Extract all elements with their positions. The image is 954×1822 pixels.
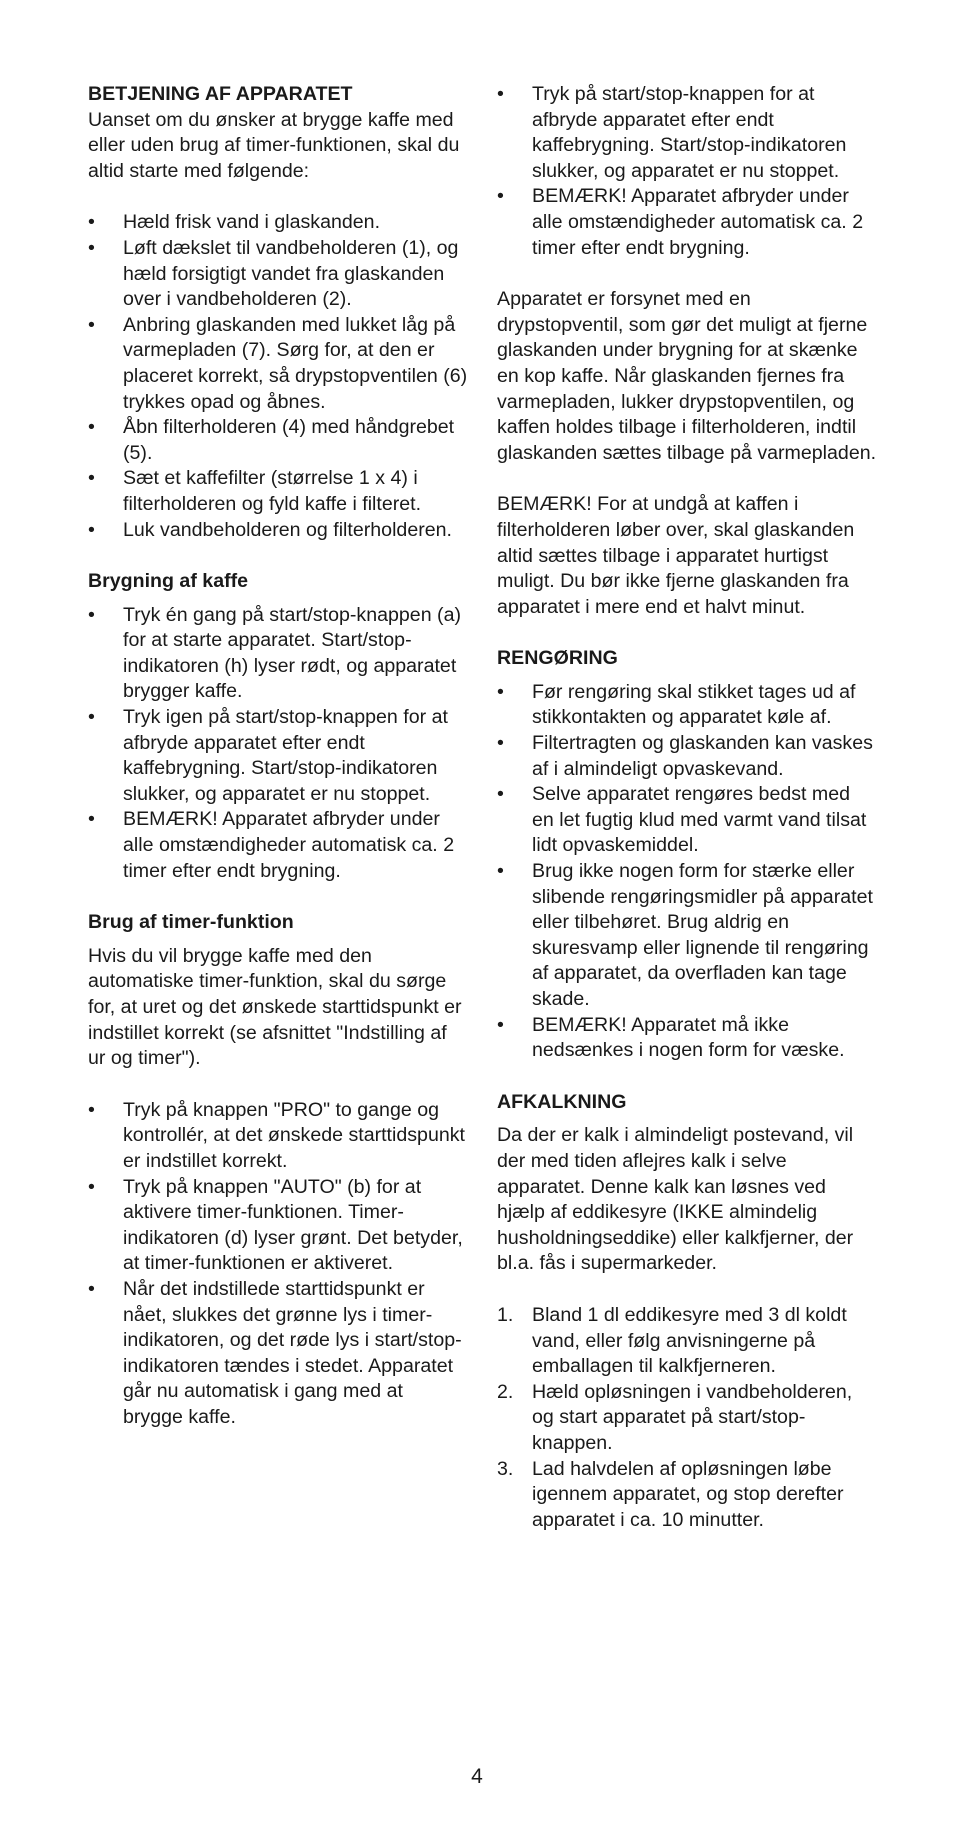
list-item: • Tryk på knappen "AUTO" (b) for at aktivere timer-funktionen. Timer-indikatoren (d) lyser grønt. Det betyder, at timer-funktionen er aktiveret. — [88, 1175, 463, 1275]
paragraph-note: BEMÆRK! For at undgå at kaffen i filterholderen løber over, skal glaskanden altid sættes tilbage i apparatet hurtigst muligt. Du bør ikke fjerne glaskanden fra apparatet i mere end et halvt minut. — [497, 493, 855, 618]
section-title: Brug af timer-funktion — [88, 911, 294, 934]
bullet-list — [88, 603, 468, 885]
bullet-list — [88, 1098, 468, 1431]
bullet: • — [88, 467, 95, 490]
bullet-list-continued — [497, 82, 877, 261]
list-item: • Sæt et kaffefilter (størrelse 1 x 4) i filterholderen og fyld kaffe i filteret. — [88, 467, 422, 515]
step-number: 2. — [497, 1380, 514, 1403]
page-number: 4 — [471, 1765, 483, 1788]
list-item: • BEMÆRK! Apparatet afbryder under alle omstændigheder automatisk ca. 2 timer efter endt brygning. — [88, 808, 455, 882]
section-betjening — [88, 82, 468, 543]
section-title: Brygning af kaffe — [88, 570, 249, 593]
bullet: • — [88, 603, 95, 626]
section-rengoring — [497, 646, 877, 1064]
bullet: • — [88, 808, 95, 831]
section-title: AFKALKNING — [497, 1090, 627, 1113]
bullet: • — [497, 185, 504, 208]
numbered-list — [497, 1303, 877, 1533]
bullet-list — [497, 680, 877, 1064]
bullet: • — [88, 1175, 95, 1198]
list-item: • Løft dækslet til vandbeholderen (1), og hæld forsigtigt vandet fra glaskanden over i vandbeholderen (2). — [88, 236, 459, 311]
section-intro: Hvis du vil brygge kaffe med den automatiske timer-funktion, skal du sørge for, at uret og det ønskede starttidspunkt er indstillet korrekt (se afsnittet "Indstilling af ur og timer"). — [88, 944, 462, 1070]
list-item: 1. Bland 1 dl eddikesyre med 3 dl koldt vand, eller følg anvisningerne på emballagen til kalkfjerneren. — [497, 1303, 847, 1378]
list-item: • Tryk på start/stop-knappen for at afbryde apparatet efter endt kaffebrygning. Start/stop-indikatoren slukker, og apparatet er nu stoppet. — [497, 83, 847, 182]
bullet: • — [88, 211, 95, 234]
bullet: • — [88, 518, 95, 541]
list-item: • Når det indstillede starttidspunkt er nået, slukkes det grønne lys i timer-indikatoren, og det røde lys i start/stop-indikatoren tændes i stedet. Apparatet går nu automatisk i gang med at brygge kaffe. — [88, 1277, 462, 1428]
list-item: • Anbring glaskanden med lukket låg på varmepladen (7). Sørg for, at den er placeret korrekt, så drypstopventilen (6) trykkes opad og åbnes. — [88, 313, 468, 413]
list-item: • Åbn filterholderen (4) med håndgrebet (5). — [88, 416, 455, 464]
list-item: • Hæld frisk vand i glaskanden. — [88, 210, 468, 236]
list-item: • Luk vandbeholderen og filterholderen. — [88, 518, 468, 544]
list-item: 3. Lad halvdelen af opløsningen løbe igennem apparatet, og stop derefter apparatet i ca. 10 minutter. — [497, 1457, 844, 1531]
bullet: • — [497, 1013, 504, 1036]
bullet: • — [88, 416, 95, 439]
section-title: RENGØRING — [497, 647, 618, 670]
bullet: • — [497, 860, 504, 883]
right-column — [497, 82, 877, 1533]
list-item: • Brug ikke nogen form for stærke eller slibende rengøringsmidler på apparatet eller tilbehøret. Brug aldrig en skuresvamp eller lignende til rengøring af apparatet, da overfladen kan tage skade. — [497, 860, 873, 1010]
section-brygning — [88, 569, 468, 884]
bullet: • — [88, 1277, 95, 1300]
list-item: • BEMÆRK! Apparatet afbryder under alle omstændigheder automatisk ca. 2 timer efter endt brygning. — [497, 185, 864, 259]
left-column — [88, 82, 468, 1431]
list-item: • Filtertragten og glaskanden kan vaskes af i almindeligt opvaskevand. — [497, 732, 873, 780]
bullet: • — [497, 732, 504, 755]
bullet: • — [497, 680, 504, 703]
list-item: 2. Hæld opløsningen i vandbeholderen, og start apparatet på start/stop-knappen. — [497, 1380, 853, 1454]
list-item: • Tryk én gang på start/stop-knappen (a) for at starte apparatet. Start/stop-indikatoren (h) lyser rødt, og apparatet brygger kaffe. — [88, 603, 461, 703]
step-number: 3. — [497, 1457, 514, 1480]
bullet: • — [88, 236, 95, 259]
list-item: • Tryk på knappen "PRO" to gange og kontrollér, at det ønskede starttidspunkt er indstillet korrekt. — [88, 1098, 465, 1172]
paragraph-drypstop: Apparatet er forsynet med en drypstopventil, som gør det muligt at fjerne glaskanden under brygning for at skænke en kop kaffe. Når glaskanden fjernes fra varmepladen, lukker drypstopventilen, og kaffen holdes tilbage i filterholderen, indtil glaskanden sættes tilbage på varmepladen. — [497, 288, 877, 464]
bullet: • — [88, 1098, 95, 1121]
section-intro: Uanset om du ønsker at brygge kaffe med eller uden brug af timer-funktionen, skal du altid starte med følgende: — [88, 108, 460, 182]
bullet-list — [88, 210, 468, 543]
list-item: • Selve apparatet rengøres bedst med en let fugtig klud med varmt vand tilsat lidt opvaskemiddel. — [497, 783, 867, 857]
bullet: • — [497, 83, 504, 105]
list-item: • Før rengøring skal stikket tages ud af stikkontakten og apparatet køle af. — [497, 680, 856, 729]
bullet: • — [88, 313, 95, 336]
list-item: • Tryk igen på start/stop-knappen for at afbryde apparatet efter endt kaffebrygning. Start/stop-indikatoren slukker, og apparatet er nu stoppet. — [88, 706, 448, 805]
step-number: 1. — [497, 1303, 514, 1326]
bullet: • — [88, 706, 95, 729]
section-intro: Da der er kalk i almindeligt postevand, vil der med tiden aflejres kalk i selve apparatet. Denne kalk kan løsnes ved hjælp af eddikesyre (IKKE almindelig husholdningseddike) eller kalkfjerner, der bl.a. fås i supermarkeder. — [497, 1124, 854, 1275]
section-timer — [88, 910, 468, 1430]
list-item: • BEMÆRK! Apparatet må ikke nedsænkes i nogen form for væske. — [497, 1013, 845, 1062]
section-title: BETJENING AF APPARATET — [88, 83, 353, 105]
section-afkalkning — [497, 1090, 877, 1534]
bullet: • — [497, 783, 504, 806]
